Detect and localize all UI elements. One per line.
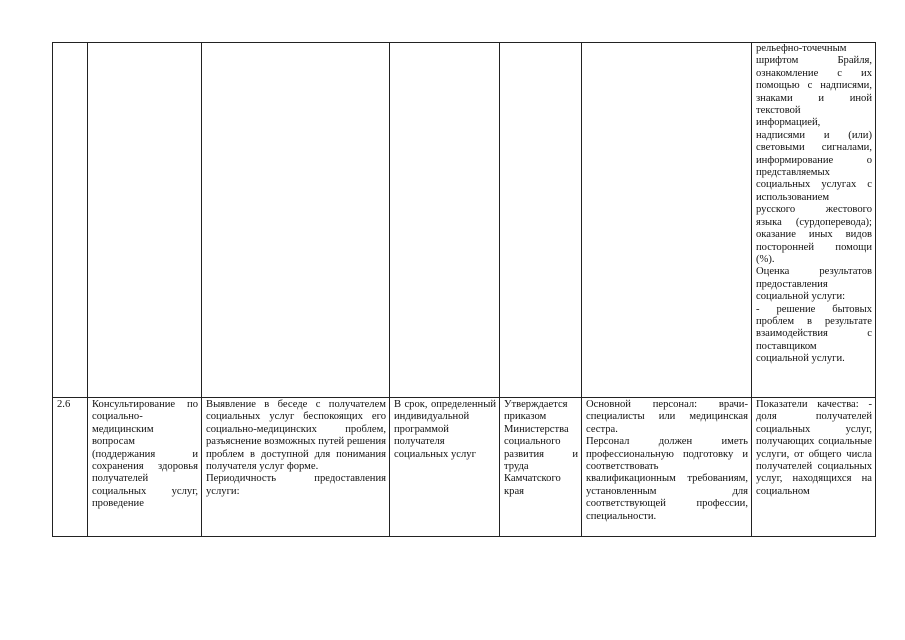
quality-line: знаками и иной xyxy=(756,92,872,104)
quality-line: поставщиком xyxy=(756,340,817,352)
services-table xyxy=(52,42,876,537)
quality-line: шрифтом Брайля, xyxy=(756,55,872,67)
quality-line: текстовой xyxy=(756,105,801,117)
quality-line: световыми сигналами, xyxy=(756,142,872,154)
quality-line: Оценка результатов xyxy=(756,266,872,278)
cell-service-name: Консультирование по социально-медицинским вопросам (поддержания и сохранения здоровья получателей социальных услуг, проведение xyxy=(88,398,202,537)
conditions-paragraph-2: Персонал должен иметь профессиональную подготовку и соответствовать квалификационным требованиям, установленным для соответствующей профессии, специальности. xyxy=(586,436,748,522)
quality-line: посторонней помощи xyxy=(756,241,872,253)
quality-line: социальной услуги. xyxy=(756,353,845,365)
quality-line: информирование о xyxy=(756,154,872,166)
quality-line: помощью с надписями, xyxy=(756,80,872,92)
cell-number: 2.6 xyxy=(53,398,88,537)
table-row-2-6 xyxy=(53,398,876,537)
cell-quality-continuation xyxy=(752,43,876,398)
cell-cost-empty xyxy=(500,43,582,398)
cell-service-conditions xyxy=(582,398,752,537)
quality-line: надписями и (или) xyxy=(756,129,872,141)
cell-conditions-empty xyxy=(582,43,752,398)
quality-line: русского жестового xyxy=(756,204,872,216)
cell-service-term: В срок, определенный индивидуальной программой получателя социальных услуг xyxy=(390,398,500,537)
quality-line: оказание иных видов xyxy=(756,229,872,241)
cell-quality-indicators: Показатели качества: - доля получателей социальных услуг, получающих социальные услуги, от общего числа получателей социальных услуг, находящихся на социальном xyxy=(752,398,876,537)
description-paragraph-1: Выявление в беседе с получателем социальных услуг беспокоящих его социально-медицинских проблем, разъяснение возможных путей решения проблем в доступной для понимания получателя услуг форме. xyxy=(206,399,386,473)
quality-line: рельефно-точечным xyxy=(756,43,847,54)
quality-line: социальной услуги: xyxy=(756,291,846,303)
quality-line: представляемых xyxy=(756,167,830,179)
quality-line: предоставления xyxy=(756,278,828,290)
quality-line: ознакомление с их xyxy=(756,67,872,79)
quality-line: языка (сурдоперевода); xyxy=(756,216,872,228)
quality-lines xyxy=(756,43,872,366)
quality-line: информацией, xyxy=(756,117,821,129)
cell-service-cost: Утверждается приказом Министерства социального развития и труда Камчатского края xyxy=(500,398,582,537)
cell-description-empty xyxy=(202,43,390,398)
table-row-continuation xyxy=(53,43,876,398)
quality-line: проблем в результате xyxy=(756,315,872,327)
cell-term-empty xyxy=(390,43,500,398)
description-paragraph-2: Периодичность предоставления услуги: xyxy=(206,473,386,497)
quality-line: - решение бытовых xyxy=(756,303,872,315)
cell-number-empty xyxy=(53,43,88,398)
quality-line: социальных услугах с xyxy=(756,179,872,191)
conditions-paragraph-1: Основной персонал: врачи-специалисты или медицинская сестра. xyxy=(586,399,748,435)
quality-line: взаимодействия с xyxy=(756,328,872,340)
cell-name-empty xyxy=(88,43,202,398)
quality-line: использованием xyxy=(756,191,830,203)
quality-line: (%). xyxy=(756,253,775,265)
cell-service-description xyxy=(202,398,390,537)
